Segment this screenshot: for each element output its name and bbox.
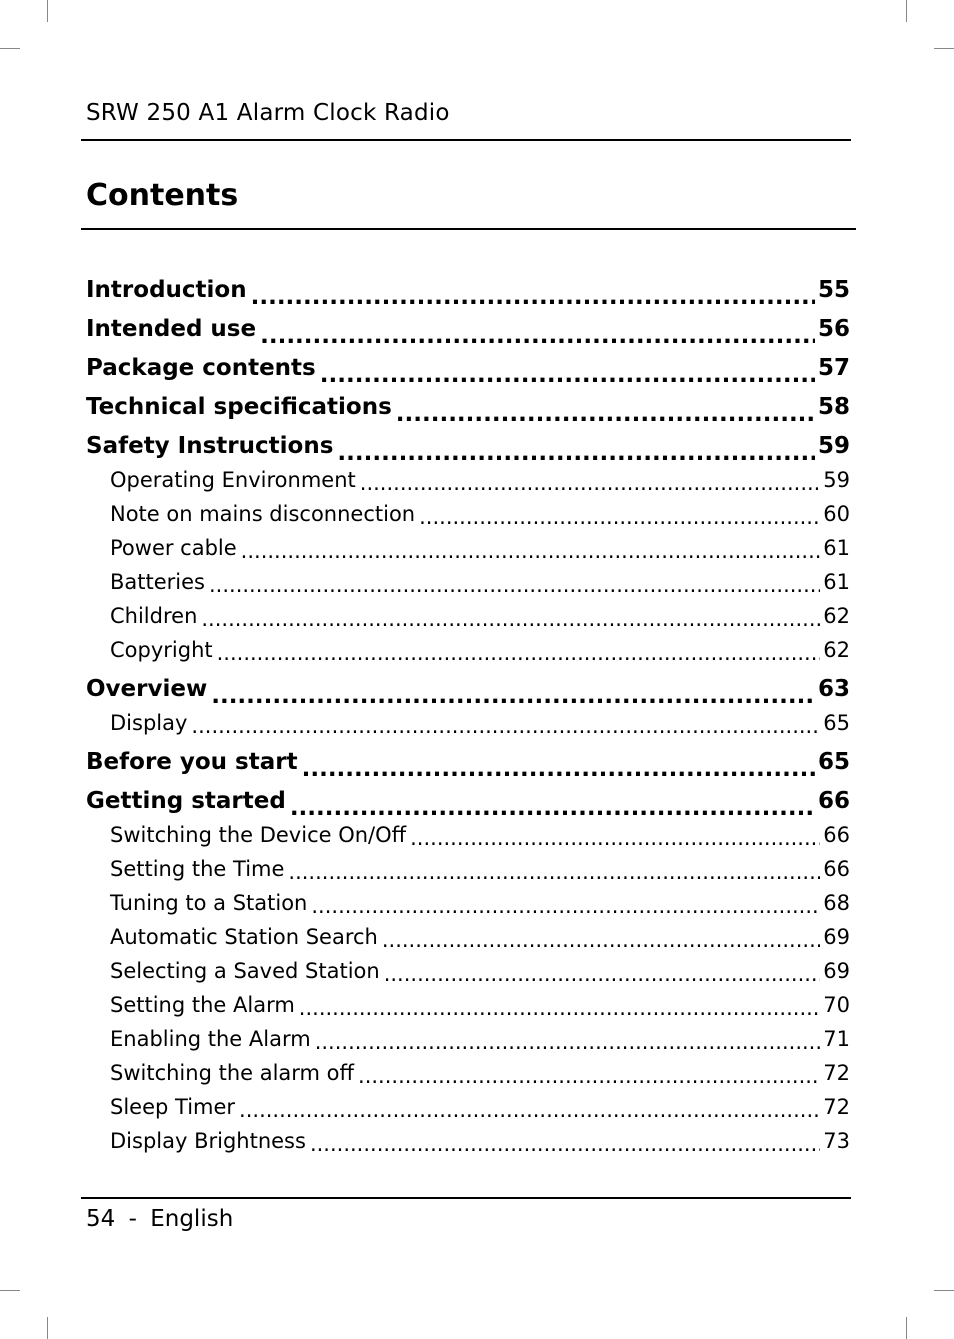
toc-entry-page: 66 [820,820,850,851]
crop-mark [906,1317,907,1339]
toc-entry-page: 72 [820,1058,850,1089]
toc-entry-label: Note on mains disconnection ..... [110,502,419,526]
crop-mark [47,0,48,22]
toc-entry-page: 71 [820,1024,850,1055]
toc-entry-label: Switching the alarm off ..... [110,1061,358,1085]
toc-entry-page: 58 [815,387,850,426]
toc-subsection-entry[interactable] [86,533,850,567]
toc-subsection-entry[interactable] [86,1058,850,1092]
toc-entry-label: Selecting a Saved Station ..... [110,959,384,983]
toc-entry-page: 65 [820,708,850,739]
toc-subsection-entry[interactable] [86,1126,850,1160]
footer-rule [81,1197,851,1199]
toc-subsection-entry[interactable] [86,888,850,922]
title-rule [81,228,856,230]
running-header: SRW 250 A1 Alarm Clock Radio [86,100,450,126]
toc-entry-page: 57 [815,348,850,387]
toc-subsection-entry[interactable] [86,854,850,888]
toc-subsection-entry[interactable] [86,635,850,669]
footer-separator: - [128,1206,137,1232]
page-number: 54 [86,1206,116,1232]
toc-entry-label: Batteries ..... [110,570,209,594]
toc-entry-label: Power cable ..... [110,536,241,560]
toc-section-entry[interactable] [86,309,850,348]
toc-entry-label: Getting started ..... [86,788,290,814]
toc-subsection-entry[interactable] [86,990,850,1024]
footer-language: English [150,1206,234,1232]
toc-entry-page: 65 [815,742,850,781]
toc-entry-label: Setting the Alarm ..... [110,993,299,1017]
toc-entry-label: Package contents ..... [86,355,320,381]
toc-subsection-entry[interactable] [86,820,850,854]
toc-subsection-entry[interactable] [86,956,850,990]
toc-entry-page: 63 [815,669,850,708]
toc-section-entry[interactable] [86,270,850,309]
toc-entry-label: Operating Environment ..... [110,468,360,492]
page-footer [86,1206,233,1232]
toc-subsection-entry[interactable] [86,708,850,742]
toc-entry-page: 69 [820,922,850,953]
toc-entry-label: Tuning to a Station ..... [110,891,311,915]
toc-subsection-entry[interactable] [86,922,850,956]
header-rule [81,139,851,141]
toc-entry-page: 61 [820,533,850,564]
toc-entry-label: Before you start ..... [86,749,302,775]
toc-entry-page: 72 [820,1092,850,1123]
toc-entry-label: Safety Instructions ..... [86,433,337,459]
toc-entry-page: 56 [815,309,850,348]
toc-section-entry[interactable] [86,742,850,781]
toc-entry-label: Children ..... [110,604,201,628]
toc-entry-label: Introduction ..... [86,277,251,303]
toc-entry-label: Switching the Device On/Off ..... [110,823,410,847]
crop-mark [0,48,20,49]
toc-entry-page: 59 [820,465,850,496]
toc-entry-label: Technical specifications ..... [86,394,396,420]
table-of-contents [86,270,850,1160]
crop-mark [934,48,954,49]
toc-section-entry[interactable] [86,387,850,426]
toc-subsection-entry[interactable] [86,499,850,533]
toc-entry-label: Display Brightness ..... [110,1129,310,1153]
page-title: Contents [86,178,239,213]
toc-subsection-entry[interactable] [86,465,850,499]
toc-section-entry[interactable] [86,348,850,387]
toc-entry-page: 68 [820,888,850,919]
toc-section-entry[interactable] [86,781,850,820]
crop-mark [906,0,907,22]
crop-mark [47,1317,48,1339]
toc-entry-page: 66 [820,854,850,885]
toc-entry-label: Enabling the Alarm ..... [110,1027,315,1051]
toc-entry-label: Intended use ..... [86,316,260,342]
toc-entry-page: 59 [815,426,850,465]
crop-mark [934,1290,954,1291]
toc-subsection-entry[interactable] [86,1024,850,1058]
toc-entry-page: 70 [820,990,850,1021]
toc-entry-page: 55 [815,270,850,309]
crop-mark [0,1290,20,1291]
toc-entry-page: 73 [820,1126,850,1157]
toc-entry-label: Automatic Station Search ..... [110,925,382,949]
toc-entry-label: Sleep Timer ..... [110,1095,239,1119]
toc-entry-page: 62 [820,635,850,666]
toc-entry-page: 69 [820,956,850,987]
toc-entry-page: 66 [815,781,850,820]
toc-entry-label: Copyright ..... [110,638,217,662]
toc-subsection-entry[interactable] [86,567,850,601]
toc-entry-label: Display ..... [110,711,191,735]
toc-entry-label: Setting the Time ..... [110,857,288,881]
toc-entry-page: 60 [820,499,850,530]
toc-entry-page: 62 [820,601,850,632]
toc-entry-page: 61 [820,567,850,598]
toc-entry-label: Overview ..... [86,676,211,702]
toc-subsection-entry[interactable] [86,1092,850,1126]
toc-section-entry[interactable] [86,669,850,708]
toc-section-entry[interactable] [86,426,850,465]
toc-subsection-entry[interactable] [86,601,850,635]
